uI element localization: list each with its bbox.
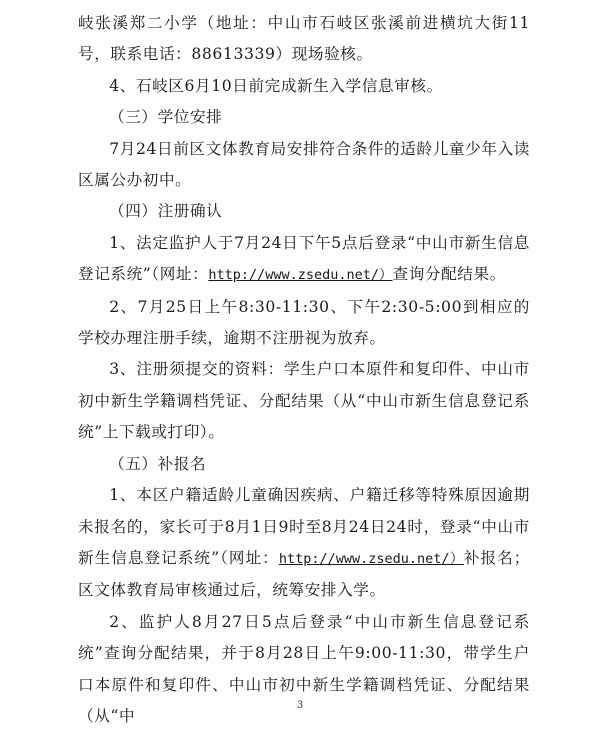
- paragraph-text: 1、本区户籍适龄儿童确因疾病、户籍迁移等特殊原因逾期未报名的，家长可于8月1日9时至8月24日24时，登录“中山市新生信息登记系统”（网址：: [78, 486, 530, 567]
- body-paragraph: [78, 292, 530, 355]
- paragraph-text: 1、法定监护人于7月24日下午5点后登录“中山市新生信息登记系统”（网址：: [78, 233, 530, 284]
- document-body: [78, 8, 530, 732]
- paragraph-text: （五）补报名: [109, 454, 207, 473]
- section-heading: [78, 196, 530, 227]
- website-link[interactable]: http://www.zsedu.net/）: [208, 267, 393, 284]
- page-number: 3: [296, 700, 304, 711]
- body-paragraph: [78, 134, 530, 197]
- paragraph-text: 4、石岐区6月10日前完成新生入学信息审核。: [109, 76, 443, 95]
- paragraph-text: 补报名；区文体教育局审核通过后，统筹安排入学。: [78, 548, 530, 600]
- body-paragraph: [78, 480, 530, 607]
- body-paragraph: [78, 228, 530, 292]
- paragraph-text: 查询分配结果。: [392, 265, 506, 284]
- paragraph-text: 2、监护人8月27日5点后登录“中山市新生信息登记系统”查询分配结果，并于8月28日上午9:00-11:30，带学生户口本原件和复印件、中山市初中新生学籍调档凭证、分配结果（从“中: [78, 612, 530, 725]
- paragraph-text: 7月24日前区文体教育局安排符合条件的适龄儿童少年入读区属公办初中。: [78, 139, 530, 190]
- body-paragraph: [78, 607, 530, 733]
- section-heading: [78, 449, 530, 480]
- website-link[interactable]: http://www.zsedu.net/）: [278, 550, 464, 567]
- section-heading: [78, 102, 530, 133]
- paragraph-text: （四）注册确认: [109, 202, 223, 221]
- body-paragraph-continuation: [78, 8, 530, 71]
- paragraph-text: 岐张溪郑二小学（地址：中山市石岐区张溪前进横坑大街11号，联系电话：88613339）现场验核。: [78, 14, 530, 64]
- body-paragraph: [78, 71, 530, 102]
- paragraph-text: 2、7月25日上午8:30-11:30、下午2:30-5:00到相应的学校办理注册手续，逾期不注册视为放弃。: [78, 297, 530, 348]
- body-paragraph: [78, 354, 530, 448]
- paragraph-text: 3、注册须提交的资料：学生户口本原件和复印件、中山市初中新生学籍调档凭证、分配结果（从“中山市新生信息登记系统”上下载或打印）。: [78, 360, 530, 442]
- paragraph-text: （三）学位安排: [109, 108, 223, 127]
